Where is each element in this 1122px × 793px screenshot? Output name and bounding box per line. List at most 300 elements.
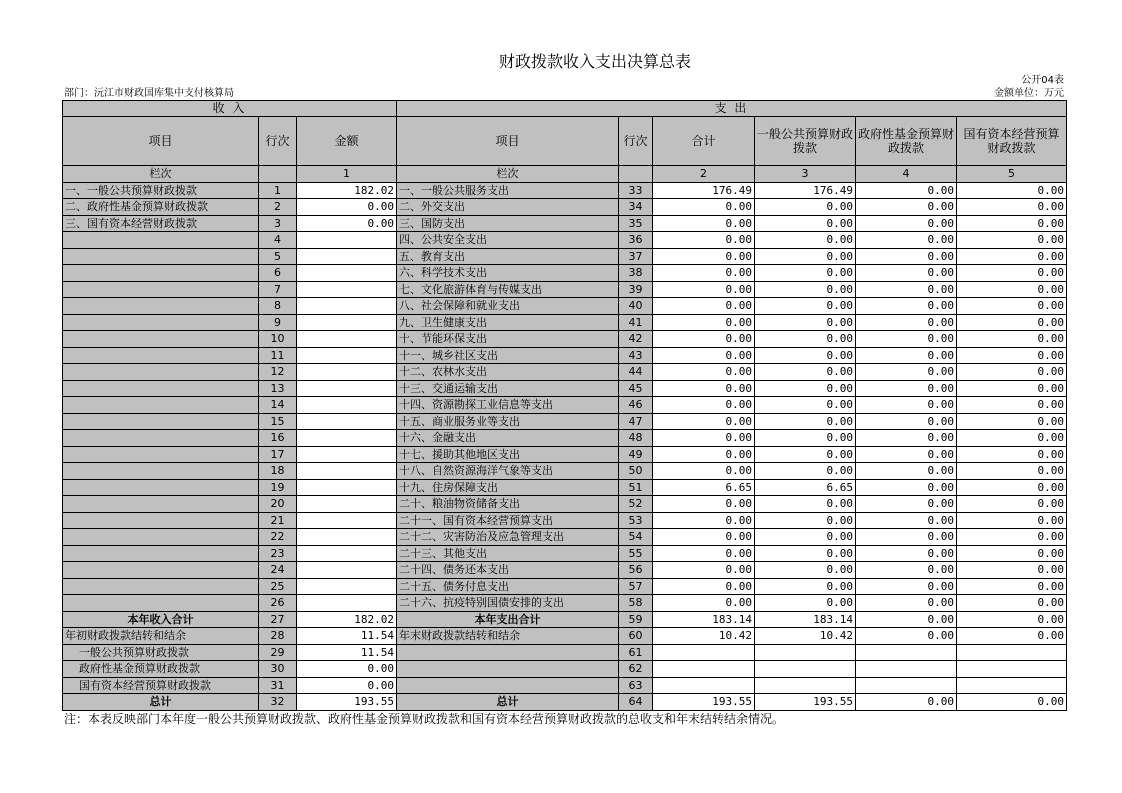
expense-line-no: 51 bbox=[619, 479, 653, 496]
report-sheet bbox=[62, 50, 1066, 728]
header-income-line: 行次 bbox=[259, 117, 297, 166]
sub3-blank-t bbox=[653, 677, 755, 694]
income-amount bbox=[297, 496, 397, 513]
header-expense-line: 行次 bbox=[619, 117, 653, 166]
table-row bbox=[63, 248, 1067, 265]
expense-fund: 0.00 bbox=[856, 298, 957, 315]
expense-total: 0.00 bbox=[653, 496, 755, 513]
income-amount bbox=[297, 545, 397, 562]
expense-fund: 0.00 bbox=[856, 595, 957, 612]
grand-expense-general: 193.55 bbox=[755, 694, 856, 711]
expense-fund: 0.00 bbox=[856, 578, 957, 595]
expense-line-no: 38 bbox=[619, 265, 653, 282]
expense-fund: 0.00 bbox=[856, 364, 957, 381]
expense-line-no: 34 bbox=[619, 199, 653, 216]
income-amount bbox=[297, 512, 397, 529]
expense-total: 0.00 bbox=[653, 265, 755, 282]
expense-state: 0.00 bbox=[957, 545, 1067, 562]
expense-fund: 0.00 bbox=[856, 380, 957, 397]
sub3-expense-no: 63 bbox=[619, 677, 653, 694]
expense-line-no: 48 bbox=[619, 430, 653, 447]
expense-line-no: 36 bbox=[619, 232, 653, 249]
expense-item: 十五、商业服务业等支出 bbox=[397, 413, 619, 430]
income-item bbox=[63, 446, 259, 463]
income-amount bbox=[297, 463, 397, 480]
expense-total: 0.00 bbox=[653, 215, 755, 232]
col-label-expense: 栏次 bbox=[397, 166, 619, 183]
expense-general: 0.00 bbox=[755, 314, 856, 331]
income-item bbox=[63, 364, 259, 381]
sub2-expense-no: 62 bbox=[619, 661, 653, 678]
table-row bbox=[63, 199, 1067, 216]
end-balance-no: 60 bbox=[619, 628, 653, 645]
expense-fund: 0.00 bbox=[856, 232, 957, 249]
expense-state: 0.00 bbox=[957, 496, 1067, 513]
expense-line-no: 49 bbox=[619, 446, 653, 463]
table-row bbox=[63, 413, 1067, 430]
expense-general: 0.00 bbox=[755, 562, 856, 579]
expense-fund: 0.00 bbox=[856, 529, 957, 546]
table-row bbox=[63, 545, 1067, 562]
income-amount bbox=[297, 529, 397, 546]
sub1-label: 一般公共预算财政拨款 bbox=[63, 644, 259, 661]
income-item bbox=[63, 512, 259, 529]
expense-total: 0.00 bbox=[653, 578, 755, 595]
expense-total: 0.00 bbox=[653, 463, 755, 480]
income-line-no: 16 bbox=[259, 430, 297, 447]
meta-line bbox=[62, 87, 1066, 100]
unit-label: 金额单位：万元 bbox=[994, 88, 1064, 99]
expense-line-no: 50 bbox=[619, 463, 653, 480]
year-expense-general: 183.14 bbox=[755, 611, 856, 628]
income-amount bbox=[297, 430, 397, 447]
income-item bbox=[63, 397, 259, 414]
expense-line-no: 44 bbox=[619, 364, 653, 381]
income-line-no: 18 bbox=[259, 463, 297, 480]
income-line-no: 12 bbox=[259, 364, 297, 381]
expense-total: 0.00 bbox=[653, 512, 755, 529]
expense-item: 二十二、灾害防治及应急管理支出 bbox=[397, 529, 619, 546]
income-item: 二、政府性基金预算财政拨款 bbox=[63, 199, 259, 216]
header-fund: 政府性基金预算财政拨款 bbox=[856, 117, 957, 166]
income-amount bbox=[297, 298, 397, 315]
expense-fund: 0.00 bbox=[856, 314, 957, 331]
expense-line-no: 41 bbox=[619, 314, 653, 331]
expense-general: 0.00 bbox=[755, 463, 856, 480]
table-row bbox=[63, 347, 1067, 364]
income-item bbox=[63, 413, 259, 430]
income-line-no: 1 bbox=[259, 182, 297, 199]
income-amount bbox=[297, 397, 397, 414]
income-line-no: 13 bbox=[259, 380, 297, 397]
expense-fund: 0.00 bbox=[856, 562, 957, 579]
expense-state: 0.00 bbox=[957, 529, 1067, 546]
income-amount bbox=[297, 578, 397, 595]
expense-item: 一、一般公共服务支出 bbox=[397, 182, 619, 199]
income-line-no: 4 bbox=[259, 232, 297, 249]
income-line-no: 7 bbox=[259, 281, 297, 298]
expense-state: 0.00 bbox=[957, 479, 1067, 496]
expense-item: 二十一、国有资本经营预算支出 bbox=[397, 512, 619, 529]
header-income-amount: 金额 bbox=[297, 117, 397, 166]
expense-general: 0.00 bbox=[755, 512, 856, 529]
income-item bbox=[63, 562, 259, 579]
col-num-3: 3 bbox=[755, 166, 856, 183]
expense-fund: 0.00 bbox=[856, 463, 957, 480]
expense-total: 0.00 bbox=[653, 248, 755, 265]
income-amount bbox=[297, 380, 397, 397]
expense-general: 0.00 bbox=[755, 364, 856, 381]
table-row bbox=[63, 512, 1067, 529]
expense-item: 十、节能环保支出 bbox=[397, 331, 619, 348]
table-row bbox=[63, 232, 1067, 249]
income-line-no: 21 bbox=[259, 512, 297, 529]
expense-fund: 0.00 bbox=[856, 430, 957, 447]
sub2-amt: 0.00 bbox=[297, 661, 397, 678]
income-amount bbox=[297, 562, 397, 579]
expense-fund: 0.00 bbox=[856, 512, 957, 529]
header-total: 合计 bbox=[653, 117, 755, 166]
expense-item: 三、国防支出 bbox=[397, 215, 619, 232]
sub1-amt: 11.54 bbox=[297, 644, 397, 661]
sub2-blank-s bbox=[957, 661, 1067, 678]
expense-line-no: 54 bbox=[619, 529, 653, 546]
income-item bbox=[63, 265, 259, 282]
expense-item: 九、卫生健康支出 bbox=[397, 314, 619, 331]
expense-general: 0.00 bbox=[755, 331, 856, 348]
expense-fund: 0.00 bbox=[856, 248, 957, 265]
expense-item: 十一、城乡社区支出 bbox=[397, 347, 619, 364]
expense-state: 0.00 bbox=[957, 232, 1067, 249]
col-num-5: 5 bbox=[957, 166, 1067, 183]
table-row bbox=[63, 380, 1067, 397]
expense-total: 0.00 bbox=[653, 397, 755, 414]
expense-item: 四、公共安全支出 bbox=[397, 232, 619, 249]
income-amount: 182.02 bbox=[297, 182, 397, 199]
expense-line-no: 45 bbox=[619, 380, 653, 397]
income-line-no: 14 bbox=[259, 397, 297, 414]
footnote: 注：本表反映部门本年度一般公共预算财政拨款、政府性基金预算财政拨款和国有资本经营预算财政拨款的总收支和年末结转结余情况。 bbox=[64, 711, 785, 726]
expense-line-no: 35 bbox=[619, 215, 653, 232]
form-code-line bbox=[62, 74, 1066, 87]
income-line-no: 6 bbox=[259, 265, 297, 282]
income-item bbox=[63, 578, 259, 595]
expense-total: 176.49 bbox=[653, 182, 755, 199]
income-amount bbox=[297, 232, 397, 249]
expense-total: 0.00 bbox=[653, 331, 755, 348]
expense-general: 0.00 bbox=[755, 215, 856, 232]
end-balance-total: 10.42 bbox=[653, 628, 755, 645]
expense-total: 0.00 bbox=[653, 562, 755, 579]
table-row bbox=[63, 578, 1067, 595]
expense-general: 0.00 bbox=[755, 529, 856, 546]
expense-item: 十七、援助其他地区支出 bbox=[397, 446, 619, 463]
income-amount: 0.00 bbox=[297, 215, 397, 232]
expense-item: 二十六、抗疫特别国债安排的支出 bbox=[397, 595, 619, 612]
sub3-blank-g bbox=[755, 677, 856, 694]
expense-total: 0.00 bbox=[653, 347, 755, 364]
expense-state: 0.00 bbox=[957, 380, 1067, 397]
income-item bbox=[63, 314, 259, 331]
income-amount bbox=[297, 265, 397, 282]
table-row bbox=[63, 331, 1067, 348]
sub1-blank-s bbox=[957, 644, 1067, 661]
income-item bbox=[63, 380, 259, 397]
income-item: 一、一般公共预算财政拨款 bbox=[63, 182, 259, 199]
section-income-header: 收 入 bbox=[63, 101, 397, 117]
expense-line-no: 39 bbox=[619, 281, 653, 298]
grand-expense-state: 0.00 bbox=[957, 694, 1067, 711]
income-amount bbox=[297, 331, 397, 348]
expense-fund: 0.00 bbox=[856, 545, 957, 562]
expense-fund: 0.00 bbox=[856, 479, 957, 496]
expense-item: 六、科学技术支出 bbox=[397, 265, 619, 282]
expense-general: 0.00 bbox=[755, 430, 856, 447]
expense-general: 0.00 bbox=[755, 281, 856, 298]
expense-total: 0.00 bbox=[653, 199, 755, 216]
income-line-no: 23 bbox=[259, 545, 297, 562]
expense-total: 0.00 bbox=[653, 595, 755, 612]
income-line-no: 19 bbox=[259, 479, 297, 496]
expense-general: 0.00 bbox=[755, 578, 856, 595]
sub2-no: 30 bbox=[259, 661, 297, 678]
expense-general: 0.00 bbox=[755, 380, 856, 397]
income-line-no: 11 bbox=[259, 347, 297, 364]
expense-item: 十九、住房保障支出 bbox=[397, 479, 619, 496]
income-line-no: 25 bbox=[259, 578, 297, 595]
expense-general: 0.00 bbox=[755, 248, 856, 265]
grand-expense-label: 总计 bbox=[397, 694, 619, 711]
table-row bbox=[63, 595, 1067, 612]
income-line-no: 2 bbox=[259, 199, 297, 216]
income-item bbox=[63, 545, 259, 562]
col-num-1: 1 bbox=[297, 166, 397, 183]
expense-total: 0.00 bbox=[653, 529, 755, 546]
table-row bbox=[63, 529, 1067, 546]
expense-total: 0.00 bbox=[653, 380, 755, 397]
expense-total: 0.00 bbox=[653, 232, 755, 249]
expense-total: 0.00 bbox=[653, 430, 755, 447]
income-amount bbox=[297, 364, 397, 381]
expense-general: 6.65 bbox=[755, 479, 856, 496]
table-row bbox=[63, 496, 1067, 513]
grand-total-no: 32 bbox=[259, 694, 297, 711]
table-row bbox=[63, 265, 1067, 282]
expense-general: 0.00 bbox=[755, 413, 856, 430]
section-expense-header: 支 出 bbox=[397, 101, 1067, 117]
expense-state: 0.00 bbox=[957, 347, 1067, 364]
income-item bbox=[63, 298, 259, 315]
expense-state: 0.00 bbox=[957, 281, 1067, 298]
grand-expense-total: 193.55 bbox=[653, 694, 755, 711]
expense-item: 二十四、债务还本支出 bbox=[397, 562, 619, 579]
year-income-amt: 182.02 bbox=[297, 611, 397, 628]
expense-state: 0.00 bbox=[957, 364, 1067, 381]
sub2-blank-g bbox=[755, 661, 856, 678]
grand-total-label: 总计 bbox=[63, 694, 259, 711]
sub3-blank-f bbox=[856, 677, 957, 694]
expense-state: 0.00 bbox=[957, 413, 1067, 430]
expense-item: 十四、资源勘探工业信息等支出 bbox=[397, 397, 619, 414]
income-item bbox=[63, 496, 259, 513]
expense-line-no: 33 bbox=[619, 182, 653, 199]
grand-expense-no: 64 bbox=[619, 694, 653, 711]
begin-balance-label: 年初财政拨款结转和结余 bbox=[63, 628, 259, 645]
expense-fund: 0.00 bbox=[856, 281, 957, 298]
expense-state: 0.00 bbox=[957, 446, 1067, 463]
expense-fund: 0.00 bbox=[856, 347, 957, 364]
expense-general: 0.00 bbox=[755, 199, 856, 216]
table-row bbox=[63, 182, 1067, 199]
sub3-blank-s bbox=[957, 677, 1067, 694]
year-expense-state: 0.00 bbox=[957, 611, 1067, 628]
expense-general: 0.00 bbox=[755, 397, 856, 414]
expense-fund: 0.00 bbox=[856, 265, 957, 282]
expense-state: 0.00 bbox=[957, 215, 1067, 232]
year-expense-no: 59 bbox=[619, 611, 653, 628]
year-income-label: 本年收入合计 bbox=[63, 611, 259, 628]
income-item: 三、国有资本经营财政拨款 bbox=[63, 215, 259, 232]
expense-line-no: 52 bbox=[619, 496, 653, 513]
expense-line-no: 57 bbox=[619, 578, 653, 595]
income-amount bbox=[297, 446, 397, 463]
expense-state: 0.00 bbox=[957, 248, 1067, 265]
income-amount bbox=[297, 479, 397, 496]
income-amount bbox=[297, 595, 397, 612]
expense-state: 0.00 bbox=[957, 595, 1067, 612]
expense-line-no: 42 bbox=[619, 331, 653, 348]
sub3-no: 31 bbox=[259, 677, 297, 694]
expense-state: 0.00 bbox=[957, 463, 1067, 480]
col-num-blank-2 bbox=[619, 166, 653, 183]
expense-fund: 0.00 bbox=[856, 182, 957, 199]
table-row bbox=[63, 281, 1067, 298]
sub2-expense-blank bbox=[397, 661, 619, 678]
expense-general: 0.00 bbox=[755, 545, 856, 562]
header-expense-item: 项目 bbox=[397, 117, 619, 166]
table-row bbox=[63, 479, 1067, 496]
expense-line-no: 40 bbox=[619, 298, 653, 315]
sub2-label: 政府性基金预算财政拨款 bbox=[63, 661, 259, 678]
income-line-no: 17 bbox=[259, 446, 297, 463]
expense-item: 二十五、债务付息支出 bbox=[397, 578, 619, 595]
income-item bbox=[63, 595, 259, 612]
sub1-no: 29 bbox=[259, 644, 297, 661]
income-amount bbox=[297, 281, 397, 298]
sub1-blank-g bbox=[755, 644, 856, 661]
report-title: 财政拨款收入支出决算总表 bbox=[498, 52, 691, 71]
table-row bbox=[63, 562, 1067, 579]
expense-state: 0.00 bbox=[957, 331, 1067, 348]
header-general: 一般公共预算财政拨款 bbox=[755, 117, 856, 166]
expense-fund: 0.00 bbox=[856, 397, 957, 414]
expense-item: 八、社会保障和就业支出 bbox=[397, 298, 619, 315]
grand-expense-fund: 0.00 bbox=[856, 694, 957, 711]
form-code: 公开04表 bbox=[1021, 75, 1064, 86]
end-balance-general: 10.42 bbox=[755, 628, 856, 645]
expense-line-no: 58 bbox=[619, 595, 653, 612]
header-state: 国有资本经营预算财政拨款 bbox=[957, 117, 1067, 166]
end-balance-fund: 0.00 bbox=[856, 628, 957, 645]
begin-balance-no: 28 bbox=[259, 628, 297, 645]
expense-state: 0.00 bbox=[957, 430, 1067, 447]
expense-fund: 0.00 bbox=[856, 446, 957, 463]
table-row bbox=[63, 314, 1067, 331]
expense-total: 0.00 bbox=[653, 413, 755, 430]
expense-line-no: 55 bbox=[619, 545, 653, 562]
table-row bbox=[63, 463, 1067, 480]
expense-line-no: 43 bbox=[619, 347, 653, 364]
expense-total: 0.00 bbox=[653, 545, 755, 562]
income-line-no: 22 bbox=[259, 529, 297, 546]
expense-total: 0.00 bbox=[653, 446, 755, 463]
expense-item: 十二、农林水支出 bbox=[397, 364, 619, 381]
expense-fund: 0.00 bbox=[856, 413, 957, 430]
expense-state: 0.00 bbox=[957, 199, 1067, 216]
expense-general: 0.00 bbox=[755, 265, 856, 282]
expense-state: 0.00 bbox=[957, 265, 1067, 282]
header-income-item: 项目 bbox=[63, 117, 259, 166]
expense-state: 0.00 bbox=[957, 182, 1067, 199]
expense-fund: 0.00 bbox=[856, 199, 957, 216]
expense-line-no: 46 bbox=[619, 397, 653, 414]
col-label-income: 栏次 bbox=[63, 166, 259, 183]
table-row bbox=[63, 430, 1067, 447]
income-amount bbox=[297, 314, 397, 331]
sub3-expense-blank bbox=[397, 677, 619, 694]
income-item bbox=[63, 529, 259, 546]
income-amount bbox=[297, 413, 397, 430]
expense-item: 七、文化旅游体育与传媒支出 bbox=[397, 281, 619, 298]
expense-fund: 0.00 bbox=[856, 215, 957, 232]
year-expense-fund: 0.00 bbox=[856, 611, 957, 628]
budget-table bbox=[62, 100, 1067, 711]
income-line-no: 8 bbox=[259, 298, 297, 315]
expense-item: 五、教育支出 bbox=[397, 248, 619, 265]
sub3-amt: 0.00 bbox=[297, 677, 397, 694]
expense-general: 0.00 bbox=[755, 232, 856, 249]
expense-fund: 0.00 bbox=[856, 331, 957, 348]
sub1-expense-blank bbox=[397, 644, 619, 661]
expense-total: 0.00 bbox=[653, 298, 755, 315]
expense-general: 0.00 bbox=[755, 347, 856, 364]
expense-state: 0.00 bbox=[957, 397, 1067, 414]
income-line-no: 26 bbox=[259, 595, 297, 612]
expense-state: 0.00 bbox=[957, 512, 1067, 529]
end-balance-label: 年末财政拨款结转和结余 bbox=[397, 628, 619, 645]
expense-general: 0.00 bbox=[755, 595, 856, 612]
expense-state: 0.00 bbox=[957, 298, 1067, 315]
expense-item: 十三、交通运输支出 bbox=[397, 380, 619, 397]
col-num-blank bbox=[259, 166, 297, 183]
grand-total-amt: 193.55 bbox=[297, 694, 397, 711]
expense-total: 6.65 bbox=[653, 479, 755, 496]
begin-balance-amt: 11.54 bbox=[297, 628, 397, 645]
sub2-blank-t bbox=[653, 661, 755, 678]
income-line-no: 9 bbox=[259, 314, 297, 331]
expense-item: 二、外交支出 bbox=[397, 199, 619, 216]
expense-item: 十八、自然资源海洋气象等支出 bbox=[397, 463, 619, 480]
expense-item: 十六、金融支出 bbox=[397, 430, 619, 447]
department-label: 部门：沅江市财政国库集中支付核算局 bbox=[64, 88, 234, 99]
income-item bbox=[63, 430, 259, 447]
expense-line-no: 56 bbox=[619, 562, 653, 579]
end-balance-state: 0.00 bbox=[957, 628, 1067, 645]
expense-fund: 0.00 bbox=[856, 496, 957, 513]
sub1-blank-t bbox=[653, 644, 755, 661]
income-line-no: 3 bbox=[259, 215, 297, 232]
expense-state: 0.00 bbox=[957, 314, 1067, 331]
